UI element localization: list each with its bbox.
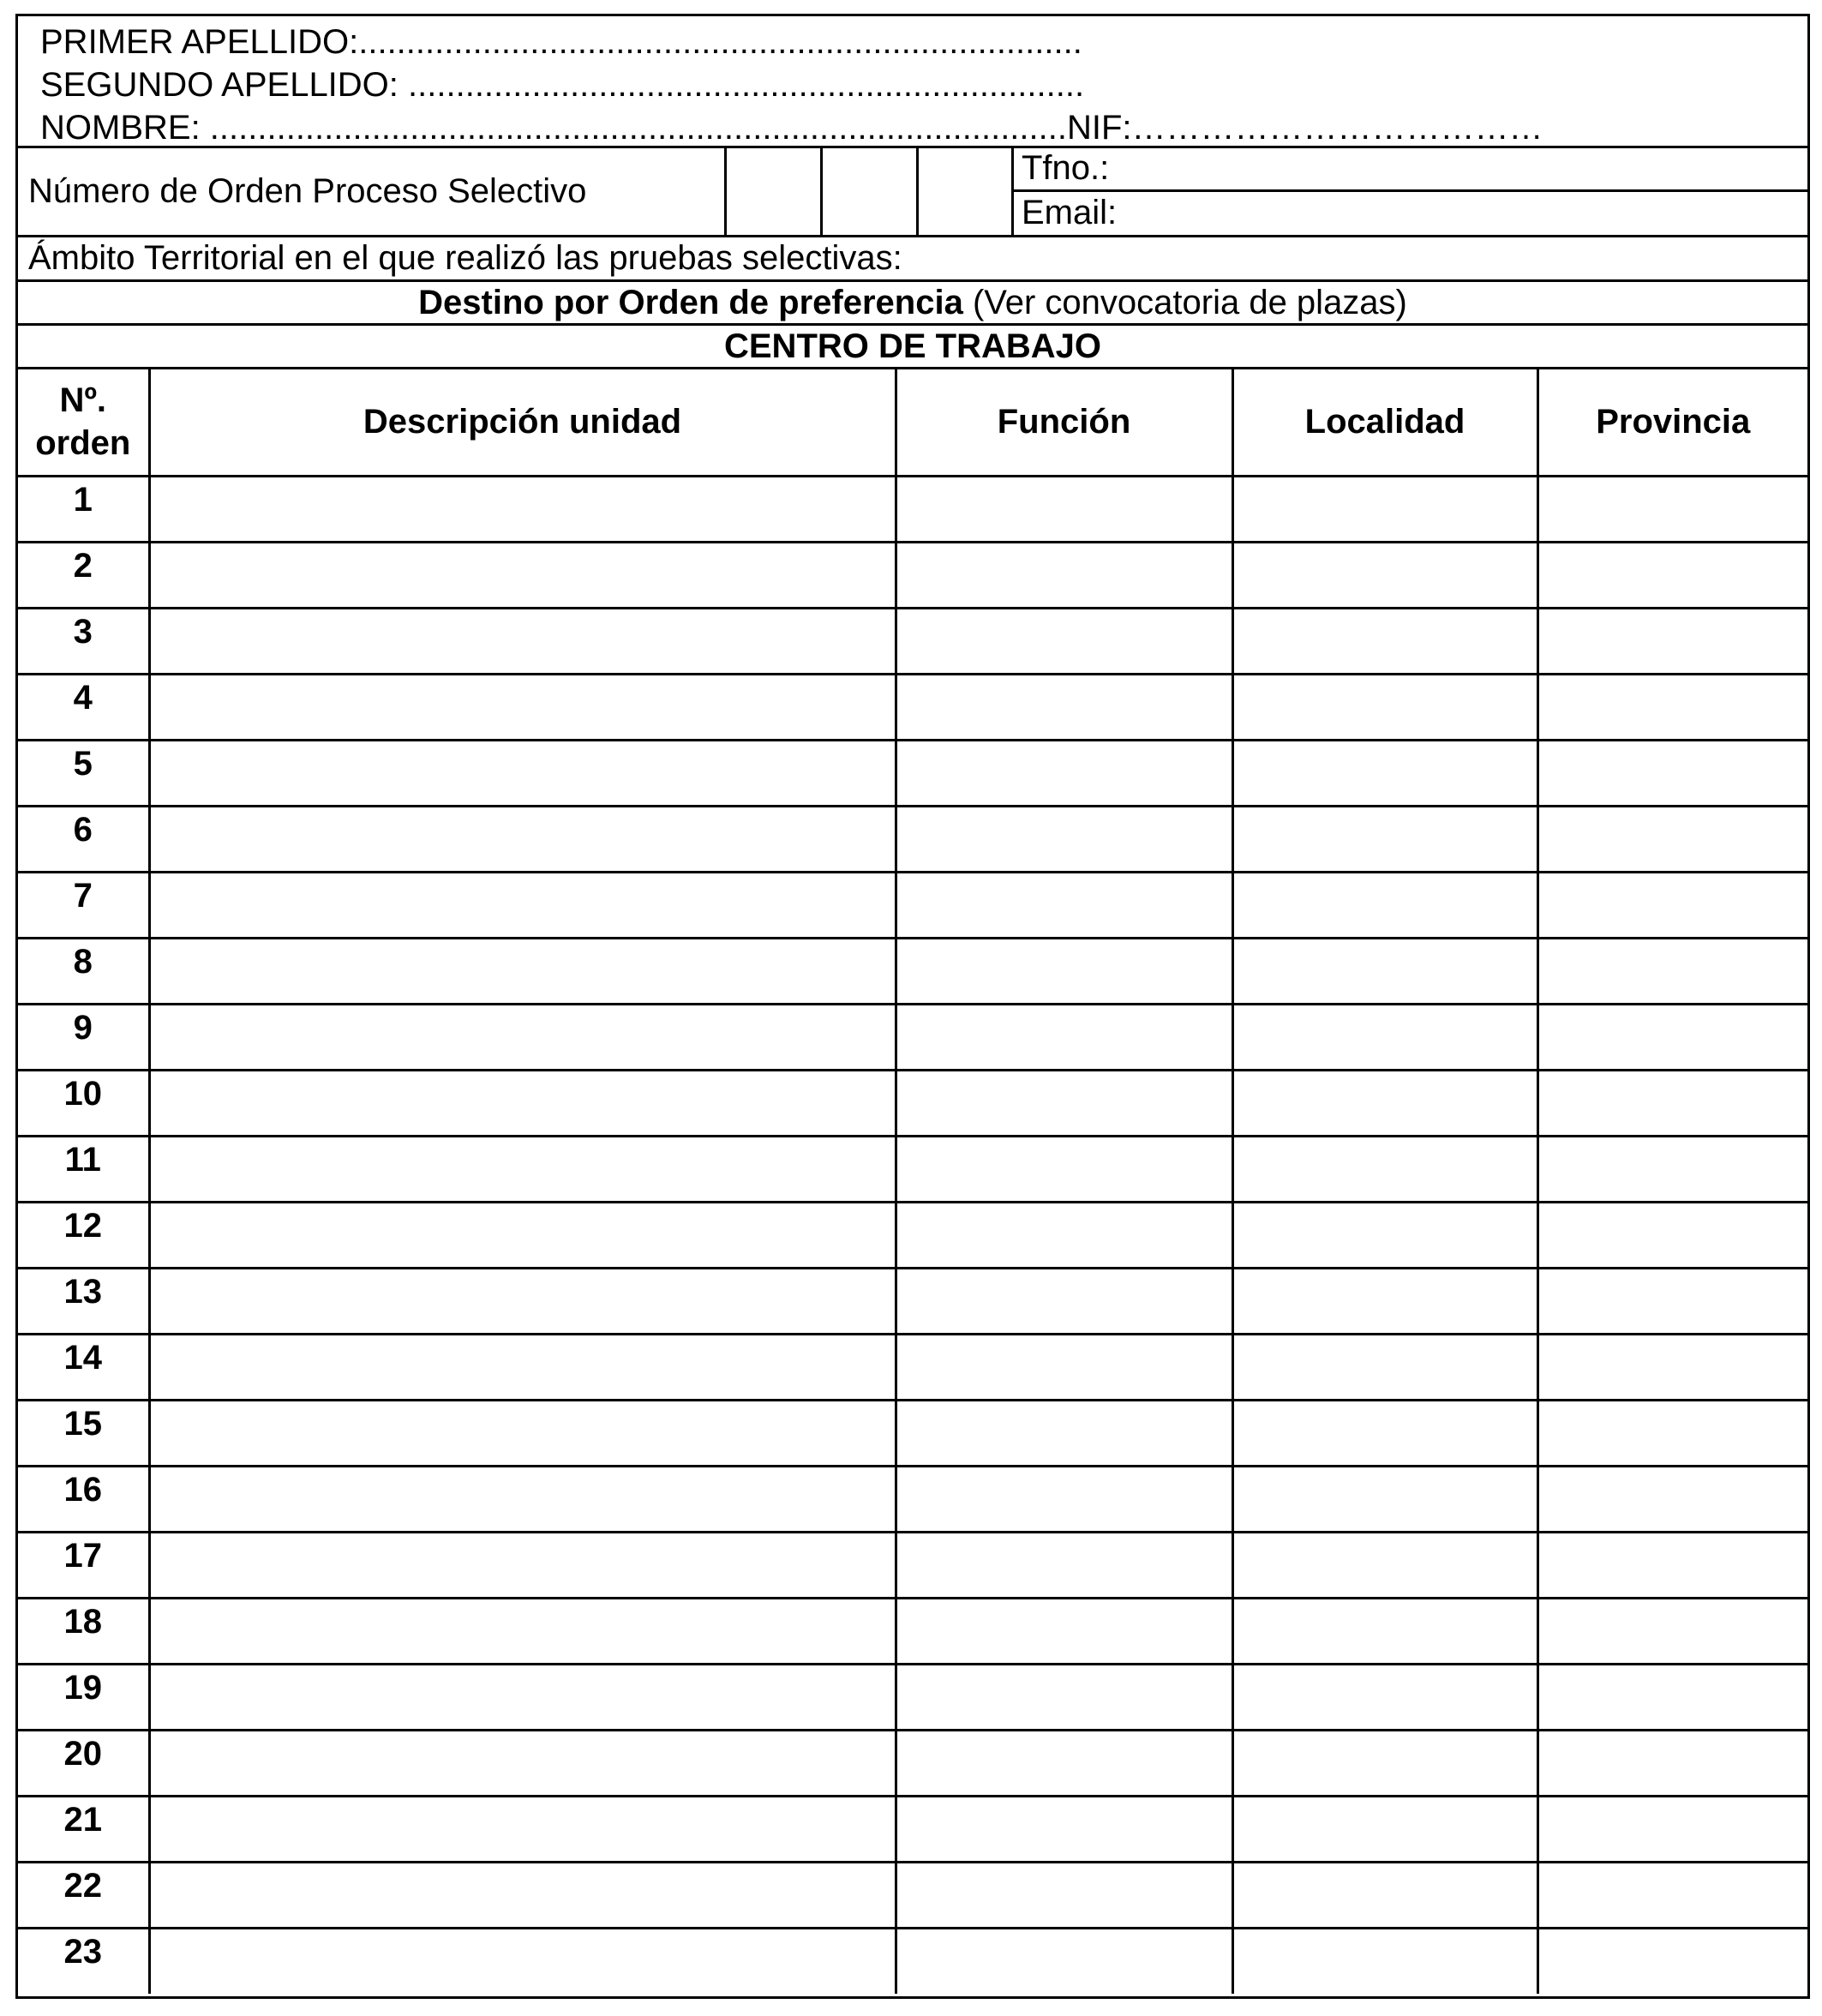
funcion-cell[interactable] xyxy=(896,740,1232,806)
row-orden-number: 7 xyxy=(18,872,149,938)
table-row xyxy=(18,872,1807,938)
descripcion-cell[interactable] xyxy=(149,608,896,674)
row-orden-number: 20 xyxy=(18,1730,149,1796)
table-row xyxy=(18,1532,1807,1598)
provincia-cell[interactable] xyxy=(1537,1664,1807,1730)
ambito-territorial-label: Ámbito Territorial en el que realizó las pruebas selectivas: xyxy=(28,239,902,277)
table-row xyxy=(18,542,1807,608)
funcion-cell[interactable] xyxy=(896,1070,1232,1136)
localidad-cell[interactable] xyxy=(1232,1268,1537,1334)
provincia-cell[interactable] xyxy=(1537,1532,1807,1598)
row-orden-number: 4 xyxy=(18,674,149,740)
descripcion-cell[interactable] xyxy=(149,1400,896,1466)
provincia-cell[interactable] xyxy=(1537,1004,1807,1070)
row-orden-number: 6 xyxy=(18,806,149,872)
provincia-cell[interactable] xyxy=(1537,872,1807,938)
provincia-cell[interactable] xyxy=(1537,938,1807,1004)
provincia-cell[interactable] xyxy=(1537,1928,1807,1994)
table-row xyxy=(18,608,1807,674)
funcion-cell[interactable] xyxy=(896,674,1232,740)
segundo-apellido-field[interactable]: SEGUNDO APELLIDO: ....................................................................... xyxy=(40,66,1085,104)
ambito-territorial-field[interactable] xyxy=(18,237,1807,282)
localidad-cell[interactable] xyxy=(1232,1466,1537,1532)
provincia-cell[interactable] xyxy=(1537,476,1807,542)
table-row xyxy=(18,674,1807,740)
funcion-cell[interactable] xyxy=(896,1334,1232,1400)
provincia-cell[interactable] xyxy=(1537,1598,1807,1664)
descripcion-cell[interactable] xyxy=(149,1862,896,1928)
descripcion-cell[interactable] xyxy=(149,1796,896,1862)
localidad-cell[interactable] xyxy=(1232,476,1537,542)
funcion-cell[interactable] xyxy=(896,938,1232,1004)
row-orden-number: 1 xyxy=(18,476,149,542)
destino-heading-note: (Ver convocatoria de plazas) xyxy=(962,283,1407,321)
funcion-cell[interactable] xyxy=(896,1796,1232,1862)
localidad-cell[interactable] xyxy=(1232,1598,1537,1664)
descripcion-cell[interactable] xyxy=(149,1136,896,1202)
header-orden xyxy=(18,369,149,476)
provincia-cell[interactable] xyxy=(1537,542,1807,608)
descripcion-cell[interactable] xyxy=(149,542,896,608)
row-orden-number: 2 xyxy=(18,542,149,608)
primer-apellido-field[interactable]: PRIMER APELLIDO:............................................................................ xyxy=(40,23,1082,61)
table-row xyxy=(18,1664,1807,1730)
descripcion-cell[interactable] xyxy=(149,1928,896,1994)
provincia-cell[interactable] xyxy=(1537,1796,1807,1862)
table-row xyxy=(18,1004,1807,1070)
localidad-cell[interactable] xyxy=(1232,674,1537,740)
header-orden-line1: Nº. xyxy=(59,381,107,420)
destino-heading-bold: Destino por Orden de preferencia xyxy=(418,283,963,321)
header-funcion: Función xyxy=(896,369,1232,476)
header-descripcion: Descripción unidad xyxy=(149,369,896,476)
table-row xyxy=(18,1334,1807,1400)
row-orden-number: 8 xyxy=(18,938,149,1004)
table-row xyxy=(18,1862,1807,1928)
localidad-cell[interactable] xyxy=(1232,938,1537,1004)
funcion-cell[interactable] xyxy=(896,1730,1232,1796)
proceso-selectivo-row xyxy=(18,148,1807,237)
funcion-cell[interactable] xyxy=(896,1862,1232,1928)
provincia-cell[interactable] xyxy=(1537,1862,1807,1928)
funcion-cell[interactable] xyxy=(896,1268,1232,1334)
funcion-cell[interactable] xyxy=(896,542,1232,608)
localidad-cell[interactable] xyxy=(1232,1928,1537,1994)
localidad-cell[interactable] xyxy=(1232,1796,1537,1862)
tfno-field[interactable] xyxy=(1011,148,1807,192)
table-row xyxy=(18,476,1807,542)
localidad-cell[interactable] xyxy=(1232,872,1537,938)
table-row xyxy=(18,740,1807,806)
row-orden-number: 15 xyxy=(18,1400,149,1466)
personal-data-section xyxy=(18,16,1807,148)
localidad-cell[interactable] xyxy=(1232,1070,1537,1136)
tfno-label: Tfno.: xyxy=(1022,149,1110,188)
descripcion-cell[interactable] xyxy=(149,938,896,1004)
row-orden-number: 14 xyxy=(18,1334,149,1400)
provincia-cell[interactable] xyxy=(1537,1466,1807,1532)
orden-digit-box-3[interactable] xyxy=(919,148,1011,235)
row-orden-number: 10 xyxy=(18,1070,149,1136)
provincia-cell[interactable] xyxy=(1537,1400,1807,1466)
descripcion-cell[interactable] xyxy=(149,1532,896,1598)
funcion-cell[interactable] xyxy=(896,476,1232,542)
row-orden-number: 11 xyxy=(18,1136,149,1202)
contact-block xyxy=(1011,148,1807,235)
row-orden-number: 3 xyxy=(18,608,149,674)
table-row xyxy=(18,1598,1807,1664)
provincia-cell[interactable] xyxy=(1537,1136,1807,1202)
descripcion-cell[interactable] xyxy=(149,1466,896,1532)
provincia-cell[interactable] xyxy=(1537,1268,1807,1334)
table-row xyxy=(18,938,1807,1004)
provincia-cell[interactable] xyxy=(1537,806,1807,872)
localidad-cell[interactable] xyxy=(1232,1400,1537,1466)
descripcion-cell[interactable] xyxy=(149,740,896,806)
provincia-cell[interactable] xyxy=(1537,1070,1807,1136)
localidad-cell[interactable] xyxy=(1232,1532,1537,1598)
funcion-cell[interactable] xyxy=(896,806,1232,872)
descripcion-cell[interactable] xyxy=(149,1730,896,1796)
provincia-cell[interactable] xyxy=(1537,1334,1807,1400)
row-orden-number: 16 xyxy=(18,1466,149,1532)
table-row xyxy=(18,1268,1807,1334)
row-orden-number: 21 xyxy=(18,1796,149,1862)
row-orden-number: 12 xyxy=(18,1202,149,1268)
descripcion-cell[interactable] xyxy=(149,1268,896,1334)
row-orden-number: 22 xyxy=(18,1862,149,1928)
descripcion-cell[interactable] xyxy=(149,674,896,740)
row-orden-number: 19 xyxy=(18,1664,149,1730)
funcion-cell[interactable] xyxy=(896,872,1232,938)
email-label: Email: xyxy=(1022,194,1118,232)
application-form xyxy=(15,14,1810,1999)
funcion-cell[interactable] xyxy=(896,1202,1232,1268)
provincia-cell[interactable] xyxy=(1537,1202,1807,1268)
row-orden-number: 18 xyxy=(18,1598,149,1664)
email-field[interactable] xyxy=(1011,192,1807,236)
destino-heading xyxy=(18,282,1807,326)
localidad-cell[interactable] xyxy=(1232,1136,1537,1202)
header-orden-line2: orden xyxy=(35,424,131,463)
provincia-cell[interactable] xyxy=(1537,1730,1807,1796)
destinos-table xyxy=(18,369,1807,1994)
funcion-cell[interactable] xyxy=(896,1466,1232,1532)
localidad-cell[interactable] xyxy=(1232,1664,1537,1730)
table-row xyxy=(18,1730,1807,1796)
provincia-cell[interactable] xyxy=(1537,740,1807,806)
funcion-cell[interactable] xyxy=(896,1532,1232,1598)
table-row xyxy=(18,1928,1807,1994)
table-body xyxy=(18,476,1807,1994)
descripcion-cell[interactable] xyxy=(149,1334,896,1400)
row-orden-number: 13 xyxy=(18,1268,149,1334)
table-row xyxy=(18,806,1807,872)
descripcion-cell[interactable] xyxy=(149,872,896,938)
header-provincia: Provincia xyxy=(1537,369,1807,476)
centro-trabajo-heading xyxy=(18,326,1807,369)
funcion-cell[interactable] xyxy=(896,1598,1232,1664)
funcion-cell[interactable] xyxy=(896,1004,1232,1070)
descripcion-cell[interactable] xyxy=(149,1004,896,1070)
localidad-cell[interactable] xyxy=(1232,1334,1537,1400)
table-header-row xyxy=(18,369,1807,476)
descripcion-cell[interactable] xyxy=(149,1202,896,1268)
centro-trabajo-label: CENTRO DE TRABAJO xyxy=(723,327,1102,365)
localidad-cell[interactable] xyxy=(1232,1004,1537,1070)
localidad-cell[interactable] xyxy=(1232,1730,1537,1796)
row-orden-number: 23 xyxy=(18,1928,149,1994)
funcion-cell[interactable] xyxy=(896,1664,1232,1730)
descripcion-cell[interactable] xyxy=(149,1070,896,1136)
orden-digit-box-2[interactable] xyxy=(823,148,916,235)
row-orden-number: 9 xyxy=(18,1004,149,1070)
localidad-cell[interactable] xyxy=(1232,806,1537,872)
table-row xyxy=(18,1796,1807,1862)
descripcion-cell[interactable] xyxy=(149,806,896,872)
descripcion-cell[interactable] xyxy=(149,1664,896,1730)
table-row xyxy=(18,1466,1807,1532)
table-row xyxy=(18,1070,1807,1136)
funcion-cell[interactable] xyxy=(896,1400,1232,1466)
descripcion-cell[interactable] xyxy=(149,1598,896,1664)
table-row xyxy=(18,1136,1807,1202)
localidad-cell[interactable] xyxy=(1232,608,1537,674)
funcion-cell[interactable] xyxy=(896,608,1232,674)
header-localidad: Localidad xyxy=(1232,369,1537,476)
nombre-nif-field[interactable]: NOMBRE: ..........................................................................................NIF:……………………………… xyxy=(40,109,1543,147)
provincia-cell[interactable] xyxy=(1537,674,1807,740)
row-orden-number: 17 xyxy=(18,1532,149,1598)
table-row xyxy=(18,1202,1807,1268)
localidad-cell[interactable] xyxy=(1232,740,1537,806)
localidad-cell[interactable] xyxy=(1232,1202,1537,1268)
localidad-cell[interactable] xyxy=(1232,1862,1537,1928)
proceso-selectivo-label: Número de Orden Proceso Selectivo xyxy=(28,172,587,210)
funcion-cell[interactable] xyxy=(896,1136,1232,1202)
localidad-cell[interactable] xyxy=(1232,542,1537,608)
table-row xyxy=(18,1400,1807,1466)
orden-digit-box-1[interactable] xyxy=(727,148,820,235)
descripcion-cell[interactable] xyxy=(149,476,896,542)
provincia-cell[interactable] xyxy=(1537,608,1807,674)
row-orden-number: 5 xyxy=(18,740,149,806)
funcion-cell[interactable] xyxy=(896,1928,1232,1994)
